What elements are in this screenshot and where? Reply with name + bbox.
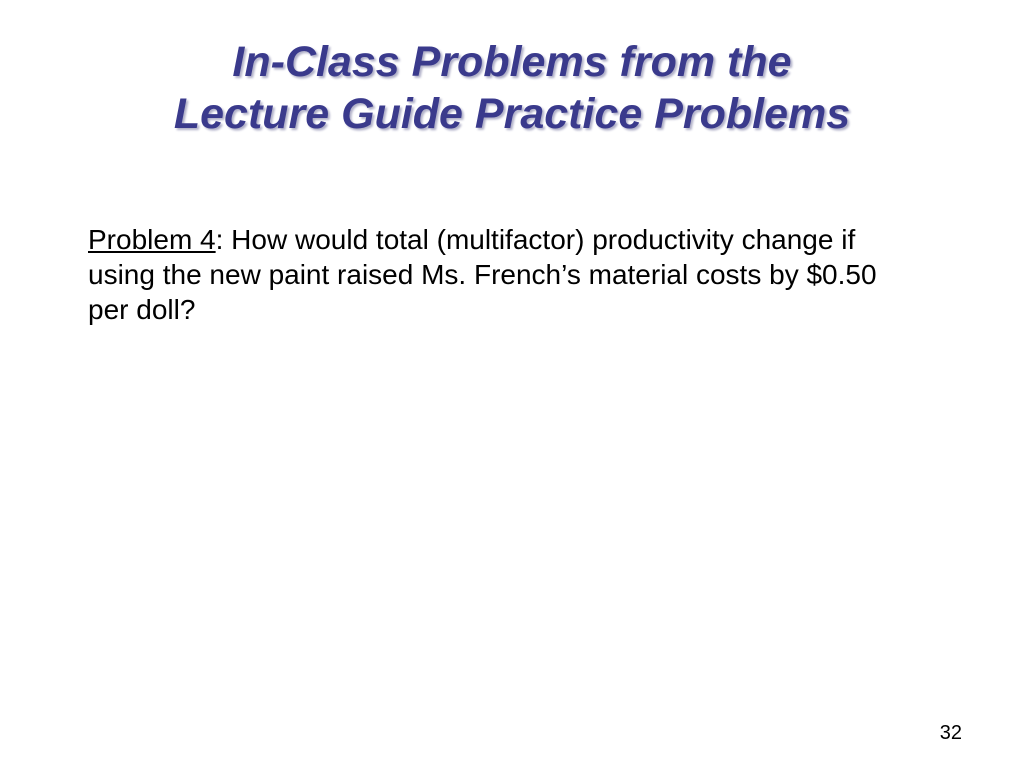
slide-title xyxy=(0,36,1024,140)
problem-label: Problem 4 xyxy=(88,224,216,255)
slide-title-line-2: Lecture Guide Practice Problems xyxy=(173,90,851,138)
page-number: 32 xyxy=(939,722,962,744)
problem-statement xyxy=(88,222,908,327)
problem-text: : How would total (multifactor) productivity change if using the new paint raised Ms. French’s material costs by $0.50 per doll? xyxy=(88,224,877,325)
slide-title-line-1: In-Class Problems from the xyxy=(232,38,792,86)
